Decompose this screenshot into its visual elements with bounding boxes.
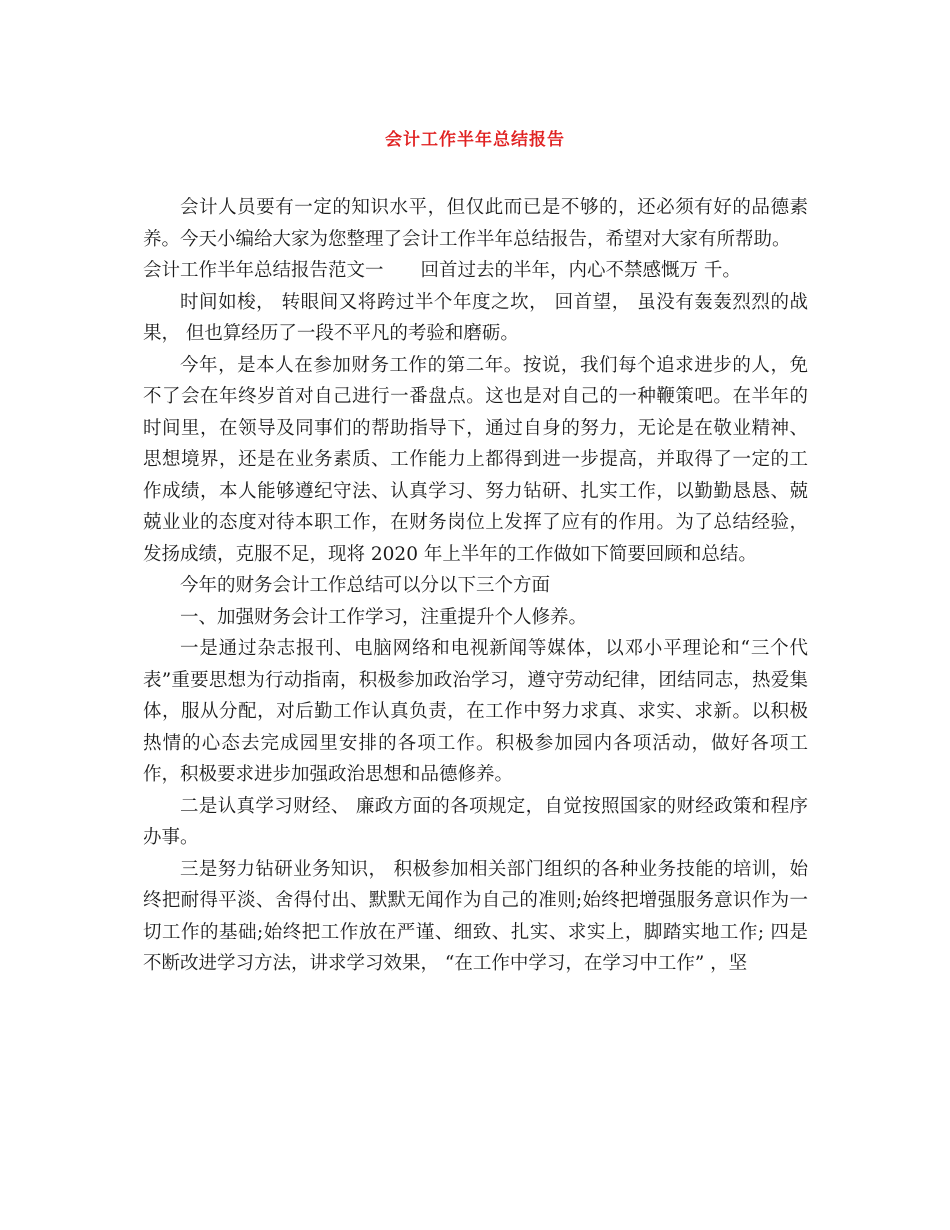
paragraph-point-one: 一是通过杂志报刊、电脑网络和电视新闻等媒体，以邓小平理论和“三个代表”重要思想为行动指南，积极参加政治学习，遵守劳动纪律，团结同志，热爱集体，服从分配，对后勤工作认真负责，在工作中努力求真、求实、求新。以积极热情的心态去完成园里安排的各项工作。积极参加园内各项活动，做好各项工作，积极要求进步加强政治思想和品德修养。 bbox=[143, 638, 808, 785]
paragraph-sample-heading: 会计工作半年总结报告范文一 回首过去的半年，内心不禁感慨万 千。 bbox=[143, 260, 741, 281]
paragraph-intro: 会计人员要有一定的知识水平，但仅此而已是不够的，还必须有好的品德素养。今天小编给大家为您整理了会计工作半年总结报告，希望对大家有所帮助。 bbox=[143, 197, 808, 250]
document-title: 会计工作半年总结报告 bbox=[385, 130, 565, 150]
paragraph-point-two: 二是认真学习财经、 廉政方面的各项规定，自觉按照国家的财经政策和程序办事。 bbox=[143, 795, 808, 848]
paragraph-time: 时间如梭， 转眼间又将跨过半个年度之坎， 回首望， 虽没有轰轰烈烈的战果， 但也算经历了一段不平凡的考验和磨砺。 bbox=[143, 291, 808, 344]
paragraph-three-aspects: 今年的财务会计工作总结可以分以下三个方面 bbox=[180, 575, 551, 596]
document-body bbox=[143, 192, 808, 980]
paragraph-point-three: 三是努力钻研业务知识， 积极参加相关部门组织的各种业务技能的培训，始终把耐得平淡、舍得付出、默默无闻作为自己的准则;始终把增强服务意识作为一切工作的基础;始终把工作放在严谨、细致、扎实、求实上，脚踏实地工作; 四是不断改进学习方法，讲求学习效果， “在工作中学习，在学习中工作” ，坚 bbox=[143, 858, 808, 974]
section-heading-one: 一、加强财务会计工作学习，注重提升个人修养。 bbox=[180, 606, 588, 628]
paragraph-this-year: 今年，是本人在参加财务工作的第二年。按说，我们每个追求进步的人，免不了会在年终岁首对自己进行一番盘点。这也是对自己的一种鞭策吧。在半年的时间里，在领导及同事们的帮助指导下，通过自身的努力，无论是在敬业精神、思想境界，还是在业务素质、工作能力上都得到进一步提高，并取得了一定的工作成绩，本人能够遵纪守法、认真学习、努力钻研、扎实工作，以勤勤恳恳、兢兢业业的态度对待本职工作，在财务岗位上发挥了应有的作用。为了总结经验，发扬成绩，克服不足，现将 2020 年上半年的工作做如下简要回顾和总结。 bbox=[143, 354, 808, 565]
